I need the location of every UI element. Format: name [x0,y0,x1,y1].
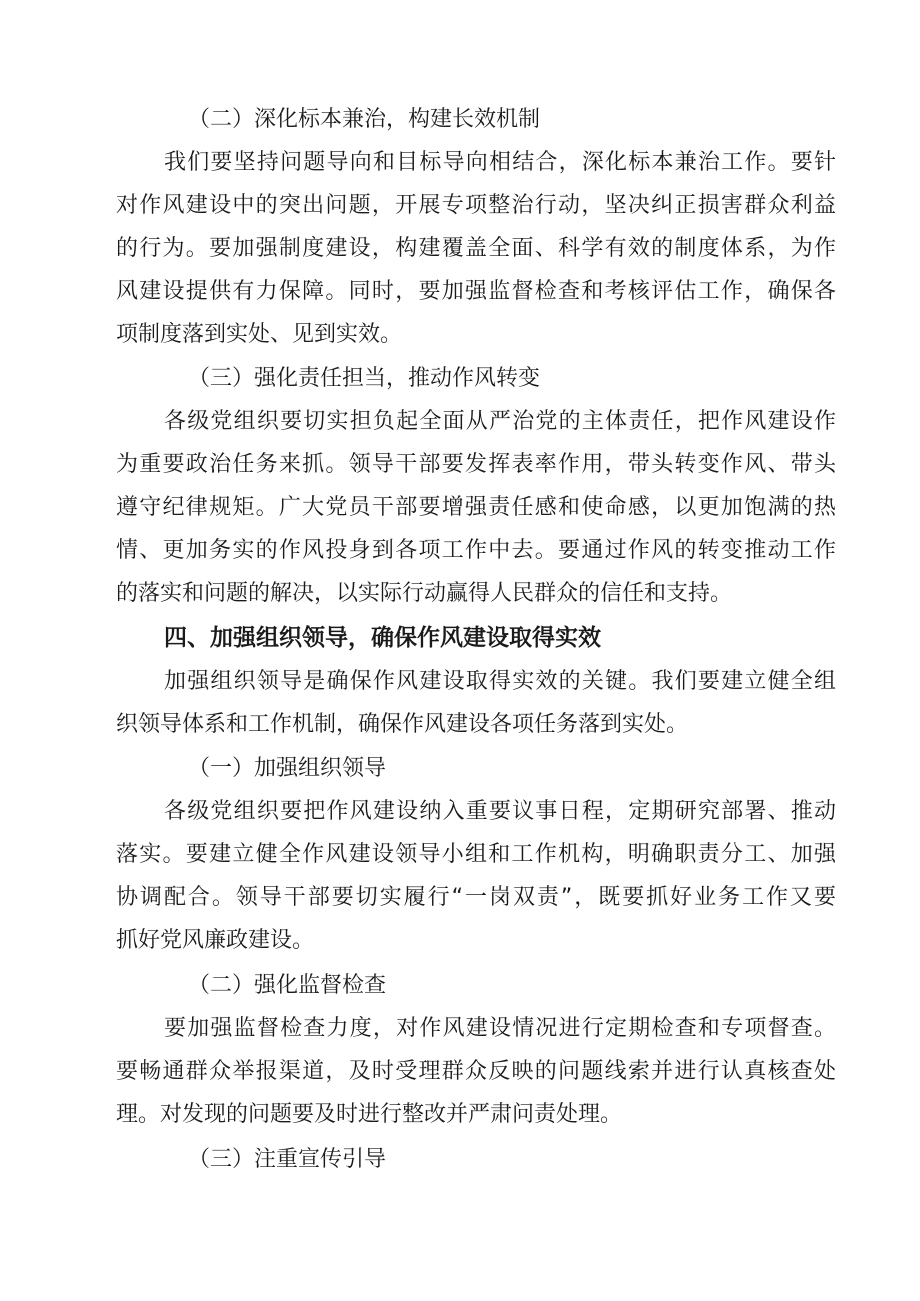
paragraph-line: 加强组织领导是确保作风建设取得实效的关键。我们要建立健全组 [164,669,836,694]
paragraph-line: 对作风建设中的突出问题，开展专项整治行动，坚决纠正损害群众利益 [116,193,836,218]
subheading-organization: （一）加强组织领导 [188,756,387,781]
paragraph-line: 要加强监督检查力度，对作风建设情况进行定期检查和专项督查。 [164,1016,836,1041]
paragraph-line: 的行为。要加强制度建设，构建覆盖全面、科学有效的制度体系，为作 [116,236,836,261]
paragraph-line: 风建设提供有力保障。同时，要加强监督检查和考核评估工作，确保各 [116,279,836,304]
paragraph-line: 协调配合。领导干部要切实履行“一岗双责”，既要抓好业务工作又要 [116,885,836,910]
paragraph-line: 织领导体系和工作机制，确保作风建设各项任务落到实处。 [116,712,689,737]
subheading-responsibility: （三）强化责任担当，推动作风转变 [188,366,541,391]
paragraph-line: 各级党组织要把作风建设纳入重要议事日程，定期研究部署、推动 [164,799,836,824]
subheading-publicity: （三）注重宣传引导 [188,1147,387,1172]
section-heading-four: 四、加强组织领导，确保作风建设取得实效 [164,625,601,651]
subheading-deepen-treatment: （二）深化标本兼治，构建长效机制 [188,107,541,132]
paragraph-line: 项制度落到实处、见到实效。 [116,322,403,347]
paragraph-line: 我们要坚持问题导向和目标导向相结合，深化标本兼治工作。要针 [164,150,836,175]
paragraph-line: 遵守纪律规矩。广大党员干部要增强责任感和使命感，以更加饱满的热 [116,495,836,520]
paragraph-line: 为重要政治任务来抓。领导干部要发挥表率作用，带头转变作风、带头 [116,452,836,477]
paragraph-line: 落实。要建立健全作风建设领导小组和工作机构，明确职责分工、加强 [116,842,836,867]
paragraph-line: 理。对发现的问题要及时进行整改并严肃问责处理。 [116,1102,623,1127]
paragraph-line: 的落实和问题的解决，以实际行动赢得人民群众的信任和支持。 [116,581,733,606]
paragraph-line: 要畅通群众举报渠道，及时受理群众反映的问题线索并进行认真核查处 [116,1059,836,1084]
paragraph-line: 情、更加务实的作风投身到各项工作中去。要通过作风的转变推动工作 [116,538,836,563]
paragraph-line: 抓好党风廉政建设。 [116,928,315,953]
paragraph-line: 各级党组织要切实担负起全面从严治党的主体责任，把作风建设作 [164,409,836,434]
subheading-supervision: （二）强化监督检查 [188,973,387,998]
